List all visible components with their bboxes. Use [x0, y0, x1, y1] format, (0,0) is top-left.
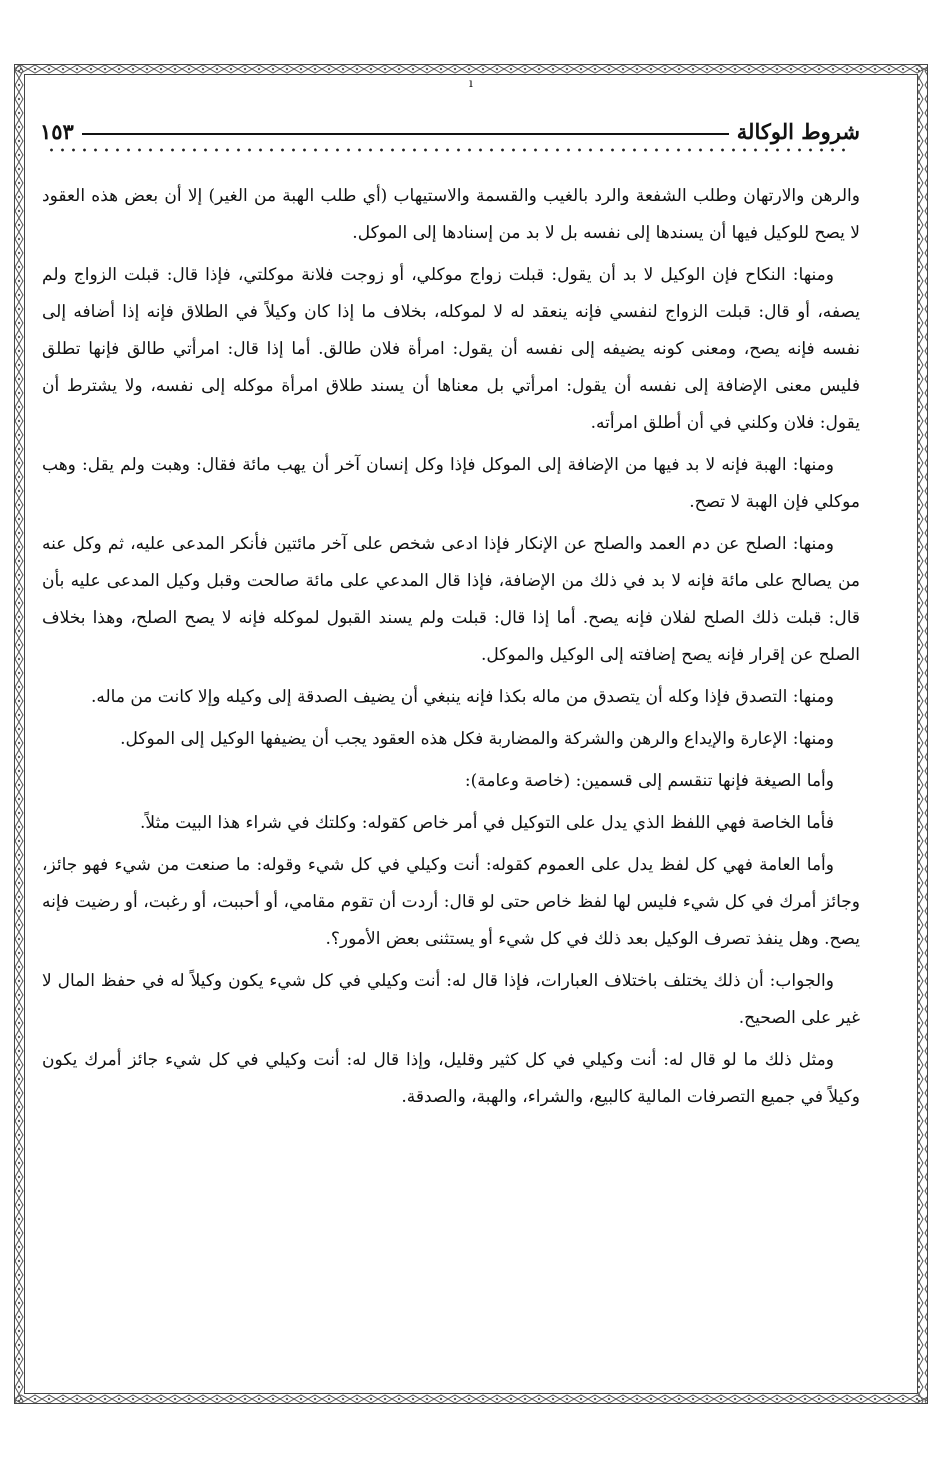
paragraph: فأما الخاصة فهي اللفظ الذي يدل على التوكيل في أمر خاص كقوله: وكلتك في شراء هذا البيت مثلاً.: [140, 813, 834, 833]
body-text: [42, 178, 860, 1121]
paragraph: وأما الصيغة فإنها تنقسم إلى قسمين: (خاصة وعامة):: [464, 771, 834, 791]
page-header: [40, 104, 860, 144]
page-number: ١٥٣: [40, 119, 74, 144]
paragraph: ومنها: الهبة فإنه لا بد فيها من الإضافة إلى الموكل فإذا وكل إنسان آخر أن يهب مائة فقال: وهبت ولم يقل: وهب موكلي فإن الهبة لا تصح.: [42, 455, 860, 512]
paragraph: ومثل ذلك ما لو قال له: أنت وكيلي في كل كثير وقليل، وإذا قال له: أنت وكيلي في كل شيء جائز أمرك يكون وكيلاً في جميع التصرفات المالية كالبيع، والشراء، والهبة، والصدقة.: [42, 1050, 860, 1107]
paragraph: ومنها: الإعارة والإيداع والرهن والشركة والمضاربة فكل هذه العقود يجب أن يضيفها الوكيل إلى الموكل.: [120, 729, 834, 749]
header-rule: [82, 133, 729, 135]
paragraph: ومنها: النكاح فإن الوكيل لا بد أن يقول: قبلت زواج موكلي، أو زوجت فلانة موكلتي، فإذا قال: قبلت الزواج ولم يصفه، أو قال: قبلت الزواج لنفسي فإنه ينعقد له لا لموكله، بخلاف ما إذا كان وكيلاً في الطلاق فإنه إذا أضافه إلى نفسه فإنه يصح، ومعنى كونه يضيفه إلى نفسه أن يقول: امرأة فلان طالق. أما إذا قال: امرأتي طالق فإنها تطلق فليس معنى الإضافة إلى نفسه أن يقول: امرأتي بل معناها أن يسند طلاق امرأة موكله إلى نفسه، ولا يشترط أن يقول: فلان وكلني في أن أطلق امرأته.: [42, 265, 860, 433]
paragraph: وأما العامة فهي كل لفظ يدل على العموم كقوله: أنت وكيلي في كل شيء وقوله: ما صنعت من شيء فهو جائز، وجائز أمرك في كل شيء فليس لها لفظ خاص حتى لو قال: أردت أن تقوم مقامي، أو أحببت، أو رغبت، أو رضيت فإنه يصح. وهل ينفذ تصرف الوكيل بعد ذلك في كل شيء أو يستثنى بعض الأمور؟.: [42, 855, 860, 949]
chapter-title: شروط الوكالة: [736, 119, 860, 144]
paragraph: والرهن والارتهان وطلب الشفعة والرد بالغيب والقسمة والاستيهاب (أي طلب الهبة من الغير) إلا أن بعض هذه العقود لا يصح للوكيل فيها أن يسندها إلى نفسه بل لا بد من إسنادها إلى الموكل.: [42, 186, 860, 243]
dotted-divider: [46, 148, 852, 152]
paragraph: ومنها: الصلح عن دم العمد والصلح عن الإنكار فإذا ادعى شخص على آخر مائتين فأنكر المدعى عليه، ثم وكل عنه من يصالح على مائة فإنه لا بد في ذلك من الإضافة، فإذا قال المدعي على مائة صالحت وقبل وكيل المدعى عليه بأن قال: قبلت ذلك الصلح لفلان فإنه يصح. أما إذا قال: قبلت ولم يسند القبول لموكله فإنه لا يصح الصلح، وهذا بخلاف الصلح عن إقرار فإنه يصح إضافته إلى الوكيل والموكل.: [42, 534, 860, 665]
paragraph: والجواب: أن ذلك يختلف باختلاف العبارات، فإذا قال له: أنت وكيلي في كل شيء يكون وكيلاً له في حفظ المال لا غير على الصحيح.: [42, 971, 860, 1028]
paragraph: ومنها: التصدق فإذا وكله أن يتصدق من ماله بكذا فإنه ينبغي أن يضيف الصدقة إلى وكيله وإلا كانت من ماله.: [90, 687, 834, 707]
top-ornament: ı: [469, 76, 473, 90]
